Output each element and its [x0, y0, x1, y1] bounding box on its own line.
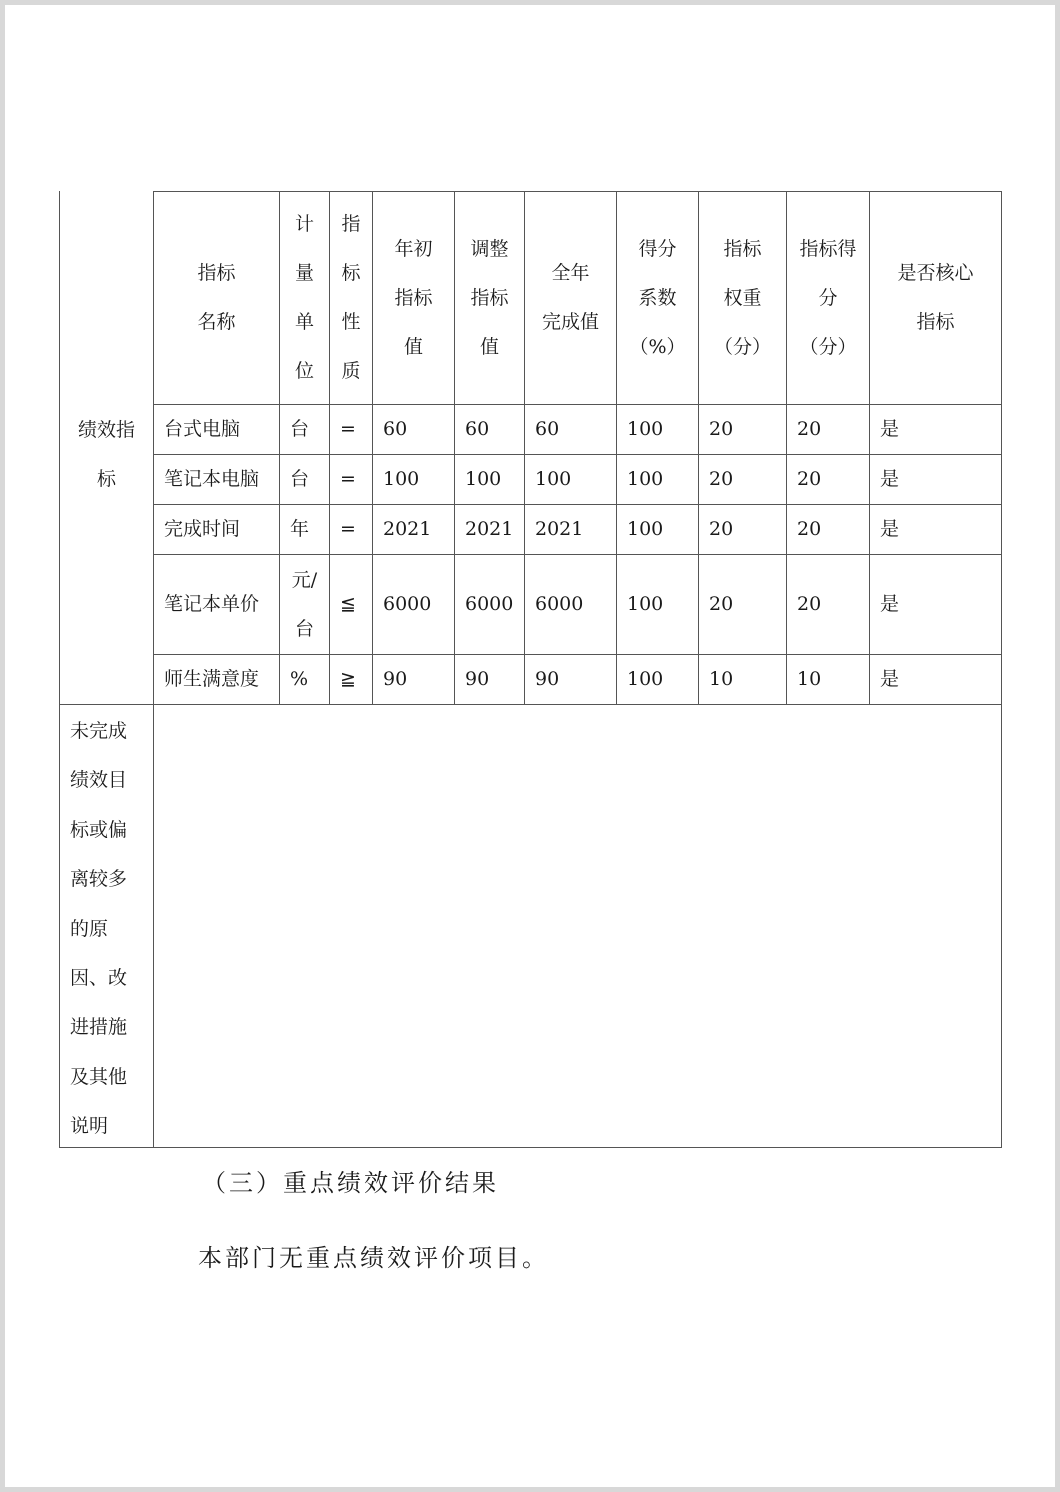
cell-score: 20 — [797, 468, 822, 491]
cell-weight: 20 — [709, 593, 734, 616]
header-unit: 计 量 单 位 — [294, 213, 314, 382]
cell-adjusted-target: 100 — [465, 468, 502, 491]
cell-actual-value: 60 — [535, 418, 560, 441]
cell-actual-value: 2021 — [535, 518, 584, 541]
header-core-indicator: 是否核心 指标 — [897, 262, 974, 333]
cell-score: 10 — [797, 668, 822, 691]
cell-nature: = — [340, 518, 356, 541]
section-heading: （三）重点绩效评价结果 — [202, 1169, 499, 1197]
table-line — [1001, 191, 1002, 1148]
cell-score: 20 — [797, 593, 822, 616]
body-paragraph: 本部门无重点绩效评价项目。 — [198, 1244, 549, 1272]
header-initial-target: 年初 指标 值 — [394, 237, 433, 358]
cell-score-coefficient: 100 — [627, 593, 664, 616]
cell-unit: 台 — [290, 468, 310, 491]
cell-score-coefficient: 100 — [627, 518, 664, 541]
cell-indicator-name: 师生满意度 — [164, 668, 260, 691]
section-label: 绩效指 标 — [77, 419, 135, 491]
cell-weight: 20 — [709, 418, 734, 441]
cell-core-indicator: 是 — [880, 518, 900, 541]
header-score-coefficient: 得分 系数 （%） — [629, 237, 686, 358]
cell-actual-value: 90 — [535, 668, 560, 691]
header-weight: 指标 权重 （分） — [713, 237, 771, 358]
cell-weight: 20 — [709, 468, 734, 491]
cell-unit: 年 — [290, 518, 310, 541]
header-adjusted-target: 调整 指标 值 — [470, 237, 509, 358]
cell-initial-target: 90 — [383, 668, 408, 691]
cell-unit: 元/ 台 — [291, 568, 318, 640]
table-line — [59, 1147, 1002, 1148]
cell-score: 20 — [797, 518, 822, 541]
cell-nature: = — [340, 468, 356, 491]
header-nature: 指 标 性 质 — [341, 213, 361, 382]
header-score: 指标得 分 （分） — [799, 237, 857, 358]
cell-actual-value: 6000 — [535, 593, 584, 616]
cell-actual-value: 100 — [535, 468, 572, 491]
cell-score-coefficient: 100 — [627, 418, 664, 441]
cell-core-indicator: 是 — [880, 668, 900, 691]
cell-weight: 20 — [709, 518, 734, 541]
cell-indicator-name: 笔记本电脑 — [164, 468, 260, 491]
remarks-value — [154, 705, 1001, 1147]
cell-initial-target: 6000 — [383, 593, 432, 616]
cell-score-coefficient: 100 — [627, 468, 664, 491]
cell-indicator-name: 完成时间 — [164, 518, 241, 541]
header-indicator-name: 指标 名称 — [197, 262, 236, 333]
cell-unit: 台 — [290, 418, 310, 441]
cell-score-coefficient: 100 — [627, 668, 664, 691]
cell-initial-target: 2021 — [383, 518, 432, 541]
cell-unit: % — [290, 668, 309, 691]
cell-weight: 10 — [709, 668, 734, 691]
cell-adjusted-target: 60 — [465, 418, 490, 441]
cell-score: 20 — [797, 418, 822, 441]
cell-indicator-name: 台式电脑 — [164, 418, 241, 441]
cell-core-indicator: 是 — [880, 468, 900, 491]
cell-nature: = — [340, 418, 356, 441]
cell-nature: ≧ — [340, 668, 356, 691]
cell-adjusted-target: 6000 — [465, 593, 514, 616]
cell-core-indicator: 是 — [880, 418, 900, 441]
document-page — [5, 5, 1055, 1487]
remarks-label: 未完成 绩效目 标或偏 离较多 的原 因、改 进措施 及其他 说明 — [70, 720, 128, 1138]
cell-initial-target: 100 — [383, 468, 420, 491]
cell-adjusted-target: 90 — [465, 668, 490, 691]
cell-core-indicator: 是 — [880, 593, 900, 616]
cell-nature: ≦ — [340, 593, 356, 616]
cell-initial-target: 60 — [383, 418, 408, 441]
header-actual-value: 全年 完成值 — [541, 262, 599, 333]
cell-indicator-name: 笔记本单价 — [164, 593, 260, 616]
cell-adjusted-target: 2021 — [465, 518, 514, 541]
